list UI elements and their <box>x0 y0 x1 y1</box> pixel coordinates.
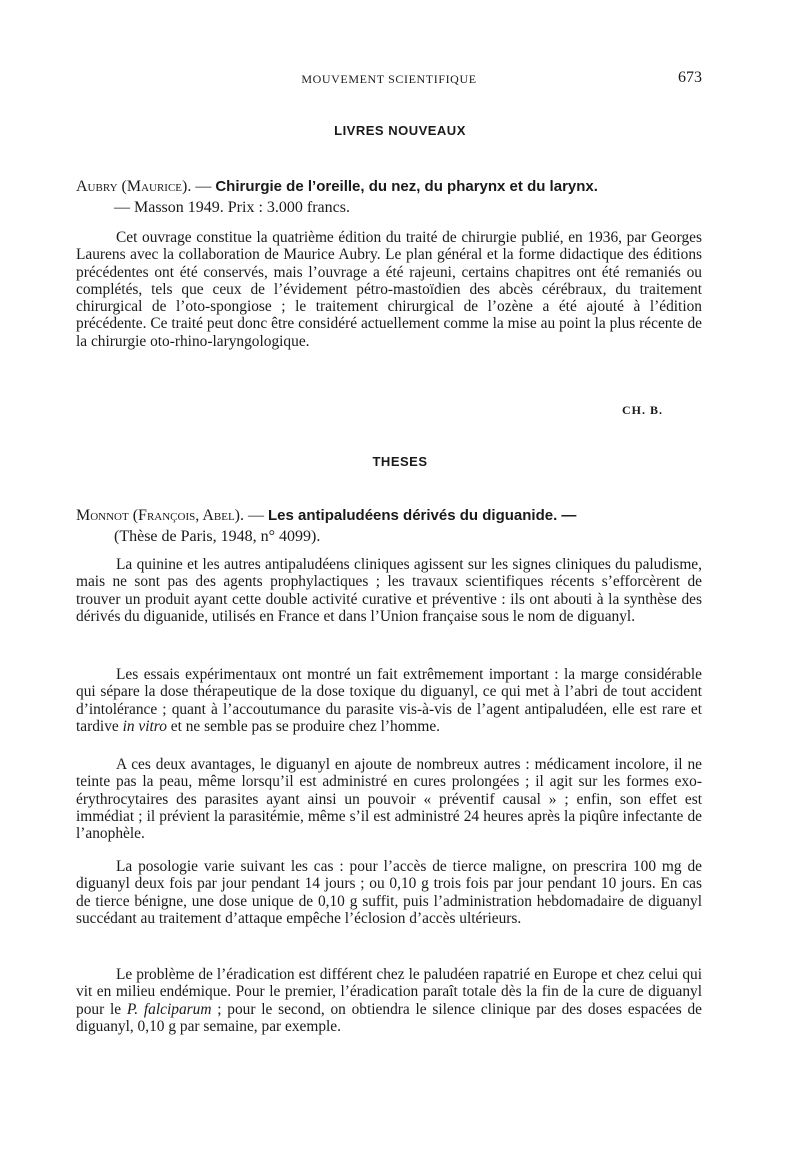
thesis-reference-line-1 <box>76 505 702 526</box>
thesis-author: Monnot (François, Abel). — <box>76 507 265 524</box>
italic-term: in vitro <box>122 717 167 735</box>
thesis-paragraph <box>76 858 702 927</box>
book-reference-line-1 <box>76 176 702 197</box>
paragraph-text: A ces deux avantages, le diguanyl en ajoute de nombreux autres : médicament incolore, il ne teinte pas la peau, même lorsqu’il est administré en cures prolongées ; il agit sur les formes exo-érythrocytaires des parasites ayant ainsi un pouvoir « préventif causal » ; enfin, son effet est immédiat ; il prévient la parasitémie, même s’il est administré 24 heures après la piqûre infectante de l’anophèle. <box>76 756 702 843</box>
paragraph-text: ; pour le second, on obtiendra le silence clinique par des doses espacées de diguanyl, 0,10 g par semaine, par exemple. <box>76 1000 702 1035</box>
thesis-reference <box>76 505 702 547</box>
book-title: Chirurgie de l’oreille, du nez, du pharynx et du larynx. <box>215 178 598 195</box>
page-number: 673 <box>678 69 702 86</box>
running-title: MOUVEMENT SCIENTIFIQUE <box>301 72 477 86</box>
book-review-paragraph: Cet ouvrage constitue la quatrième édition du traité de chirurgie publié, en 1936, par Georges Laurens avec la collaboration de Maurice Aubry. Le plan général et la forme didactique des éditions précédentes ont été conservés, mais l’ouvrage a été rajeuni, certains chapitres ont été remaniés ou complétés, tels que ceux de l’évidement pétro-mastoïdien des abcès cérébraux, du traitement chirurgical de l’oto-spongiose ; le traitement chirurgical de l’ozène a été ajouté à l’édition précédente. Ce traité peut donc être considéré actuellement comme la mise au point la plus récente de la chirurgie oto-rhino-laryngologique. <box>76 229 702 350</box>
thesis-paragraph <box>76 556 702 625</box>
italic-term: P. falciparum <box>126 1000 212 1018</box>
thesis-paragraph <box>76 756 702 842</box>
thesis-title: Les antipaludéens dérivés du diguanide. — <box>268 507 577 524</box>
running-header <box>76 70 702 90</box>
book-author: Aubry (Maurice). — <box>76 178 212 195</box>
paragraph-text: La quinine et les autres antipaludéens cliniques agissent sur les signes cliniques du paludisme, mais ne sont pas des agents prophylactiques ; les travaux scientifiques récents s’efforcèrent de trouver un produit ayant cette double activité curative et préventive : ils ont abouti à la synthèse des dérivés du diguanide, utilisés en France et dans l’Union française sous le nom de diguanyl. <box>76 556 702 625</box>
book-publication-details: — Masson 1949. Prix : 3.000 francs. <box>114 199 350 216</box>
paragraph-text: La posologie varie suivant les cas : pour l’accès de tierce maligne, on prescrira 100 mg de diguanyl deux fois par jour pendant 14 jours ; ou 0,10 g trois fois par jour pendant 10 jours. En cas de tierce bénigne, une dose unique de 0,10 g suffit, puis l’administration hebdomadaire de diguanyl succédant au traitement d’attaque empêche l’éclosion d’accès ultérieurs. <box>76 858 702 927</box>
book-reference <box>76 176 702 218</box>
thesis-paragraph <box>76 666 702 735</box>
section-heading-livres: LIVRES NOUVEAUX <box>334 123 466 138</box>
paragraph-text: Le problème de l’éradication est différent chez le paludéen rapatrié en Europe et chez celui qui vit en milieu endémique. Pour le premier, l’éradication paraît totale dès la fin de la cure de diguanyl pour le <box>76 966 702 1018</box>
thesis-publication-details: (Thèse de Paris, 1948, n° 4099). <box>114 528 321 545</box>
paragraph-text: Les essais expérimentaux ont montré un fait extrêmement important : la marge considérable qui sépare la dose thérapeutique de la dose toxique du diguanyl, ce qui met à l’abri de tout accident d’intolérance ; quant à l’accoutumance du parasite vis-à-vis de l’agent antipaludéen, elle est rare et tardive <box>76 666 702 735</box>
paragraph-text: et ne semble pas se produire chez l’homme. <box>170 717 441 735</box>
review-signature: CH. B. <box>621 403 663 417</box>
thesis-paragraph <box>76 966 702 1035</box>
section-heading-theses: THESES <box>372 454 428 469</box>
